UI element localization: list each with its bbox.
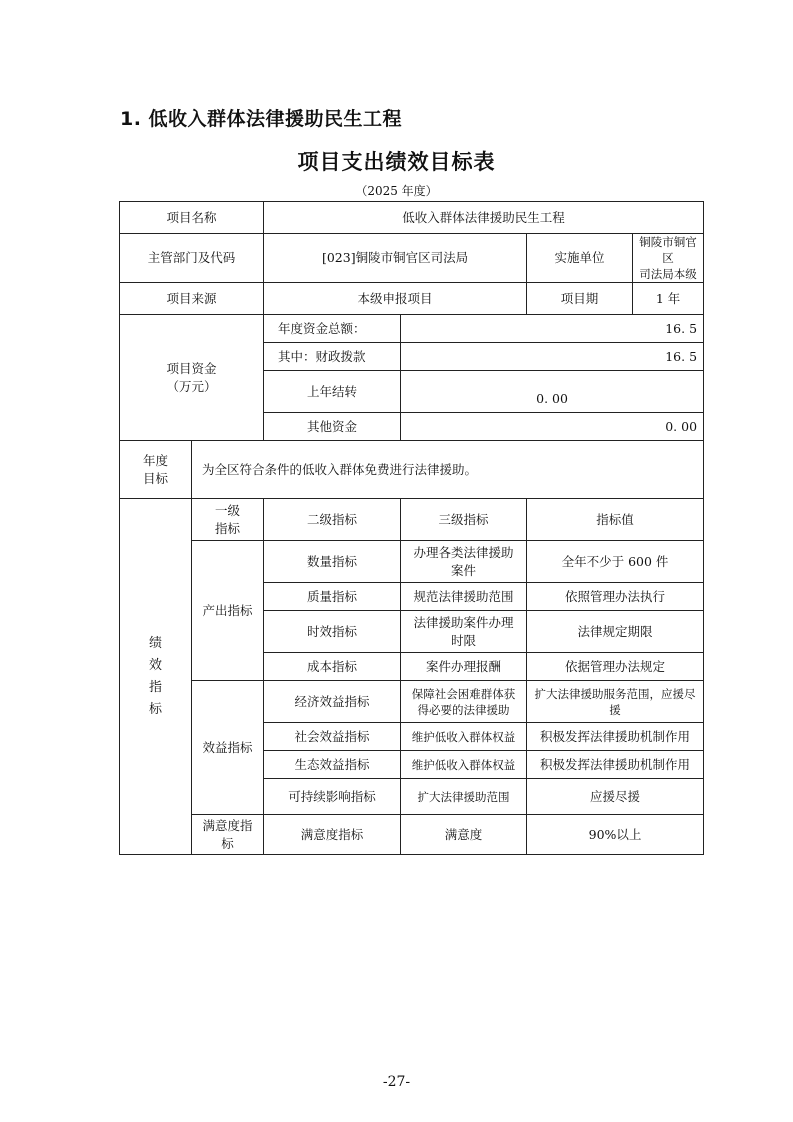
row-indicator-header (120, 499, 704, 541)
level2-indicator: 社会效益指标 (264, 723, 401, 751)
year-note: （2025 年度） (355, 184, 438, 198)
level2-indicator: 满意度指标 (264, 815, 401, 855)
level3-indicator (401, 681, 527, 723)
funds-total-label: 年度资金总额： (264, 315, 401, 343)
level3-line1: 保障社会困难群体获 (411, 686, 516, 701)
project-name-value: 低收入群体法律援助民生工程 (264, 202, 704, 234)
performance-target-table (119, 201, 704, 855)
impl-unit-value-line2: 司法局本级 (639, 267, 697, 281)
indicators-main-label (120, 499, 192, 855)
level3-indicator: 维护低收入群体权益 (401, 723, 527, 751)
level3-line2: 案件 (451, 562, 477, 578)
funds-other-label: 其他资金 (264, 413, 401, 441)
header-level2: 二级指标 (264, 499, 401, 541)
level3-line1: 办理各类法律援助 (413, 544, 514, 560)
row-source (120, 283, 704, 315)
level3-indicator: 规范法律援助范围 (401, 583, 527, 611)
source-label: 项目来源 (120, 283, 264, 315)
funds-total-value: 16. 5 (401, 315, 704, 343)
row-project-name (120, 202, 704, 234)
level2-indicator: 数量指标 (264, 541, 401, 583)
dept-value: [023]铜陵市铜官区司法局 (264, 234, 527, 283)
header-level1 (192, 499, 264, 541)
header-level1-line2: 指标 (215, 520, 241, 536)
level2-indicator: 成本指标 (264, 653, 401, 681)
period-value: 1 年 (633, 283, 704, 315)
page-number: -27- (382, 1074, 411, 1090)
indicator-value: 全年不少于 600 件 (527, 541, 704, 583)
annual-goal-label-line2: 目标 (142, 470, 168, 486)
indicators-main-char: 效 (148, 657, 162, 673)
impl-unit-label: 实施单位 (527, 234, 633, 283)
row-annual-goal (120, 441, 704, 499)
level2-indicator: 经济效益指标 (264, 681, 401, 723)
impl-unit-value (633, 234, 704, 283)
level3-line2: 得必要的法律援助 (417, 702, 510, 717)
dept-label: 主管部门及代码 (120, 234, 264, 283)
table-title: 项目支出绩效目标表 (297, 150, 496, 174)
source-value: 本级申报项目 (264, 283, 527, 315)
indicator-value: 依照管理办法执行 (527, 583, 704, 611)
table-row (120, 681, 704, 723)
funds-carry-value: 0. 00 (401, 371, 704, 413)
level3-indicator: 扩大法律援助范围 (401, 779, 527, 815)
level3-indicator (401, 541, 527, 583)
indicators-main-char: 指 (148, 679, 162, 695)
indicator-value: 90%以上 (527, 815, 704, 855)
impl-unit-value-line1: 铜陵市铜官区 (639, 235, 697, 265)
indicator-value: 法律规定期限 (527, 611, 704, 653)
header-value: 指标值 (527, 499, 704, 541)
funds-other-value: 0. 00 (401, 413, 704, 441)
header-level1-line1: 一级 (215, 502, 241, 518)
level3-indicator (401, 611, 527, 653)
section-heading: 1. 低收入群体法律援助民生工程 (120, 108, 403, 130)
annual-goal-label-line1: 年度 (142, 452, 168, 468)
project-name-label: 项目名称 (120, 202, 264, 234)
output-indicators-label: 产出指标 (192, 541, 264, 681)
indicator-value: 依据管理办法规定 (527, 653, 704, 681)
level2-indicator: 生态效益指标 (264, 751, 401, 779)
annual-goal-label (120, 441, 192, 499)
level3-indicator: 满意度 (401, 815, 527, 855)
satisfaction-label-line1: 满意度指 (202, 817, 253, 833)
level3-line2: 时限 (451, 632, 477, 648)
indicators-main-char: 绩 (148, 635, 162, 651)
level3-indicator: 维护低收入群体权益 (401, 751, 527, 779)
funds-fiscal-value: 16. 5 (401, 343, 704, 371)
satisfaction-label (192, 815, 264, 855)
row-funds-total (120, 315, 704, 343)
level2-indicator: 可持续影响指标 (264, 779, 401, 815)
indicator-value: 扩大法律援助服务范围，应援尽援 (527, 681, 704, 723)
period-label: 项目期 (527, 283, 633, 315)
funds-label-line2: （万元） (166, 378, 217, 394)
funds-carry-label: 上年结转 (264, 371, 401, 413)
table-row (120, 541, 704, 583)
header-level3: 三级指标 (401, 499, 527, 541)
indicator-value: 积极发挥法律援助机制作用 (527, 723, 704, 751)
indicators-main-char: 标 (148, 701, 162, 717)
funds-label-line1: 项目资金 (166, 360, 217, 376)
row-department (120, 234, 704, 283)
funds-label (120, 315, 264, 441)
funds-fiscal-label: 其中：财政拨款 (264, 343, 401, 371)
annual-goal-value: 为全区符合条件的低收入群体免费进行法律援助。 (192, 441, 704, 499)
level3-indicator: 案件办理报酬 (401, 653, 527, 681)
table-row (120, 815, 704, 855)
level2-indicator: 时效指标 (264, 611, 401, 653)
level2-indicator: 质量指标 (264, 583, 401, 611)
satisfaction-label-line2: 标 (221, 835, 234, 851)
benefit-indicators-label: 效益指标 (192, 681, 264, 815)
indicator-value: 应援尽援 (527, 779, 704, 815)
level3-line1: 法律援助案件办理 (413, 614, 514, 630)
indicator-value: 积极发挥法律援助机制作用 (527, 751, 704, 779)
